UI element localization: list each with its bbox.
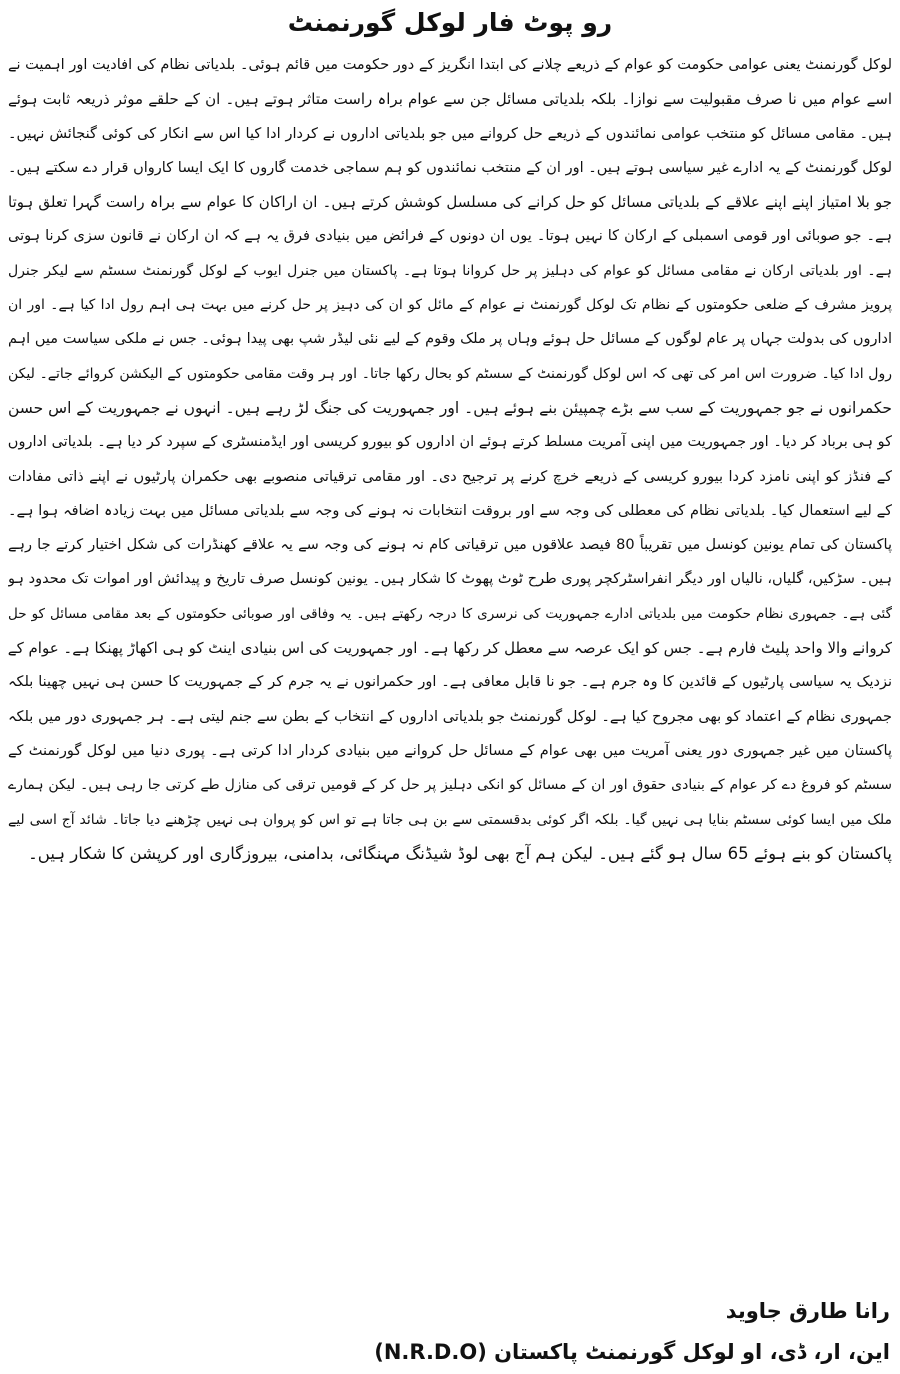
body-line: کروانے والا واحد پلیٹ فارم ہے۔ جس کو ایک عرصہ سے معطل کر رکھا ہے۔ اور جمہوریت کی اس بنیادی اینٹ کو ہی اکھاڑ پھنکا ہے۔ عوام کے: [8, 639, 892, 658]
article-title: رو پوٹ فار لوکل گورنمنٹ: [287, 8, 613, 37]
body-line: پاکستان کو بنے ہوئے 65 سال ہو گئے ہیں۔ لیکن ہم آج بھی لوڈ شیڈنگ مہنگائی، بدامنی، بیروزگاری اور کرپشن کا شکار ہیں۔: [28, 843, 892, 863]
body-line: اداروں کی بدولت جہاں پر عام لوگوں کے مسائل حل ہوئے وہاں پر ملک وقوم کے لیے نئی لیڈر شپ بھی پیدا ہوئی۔ جس نے ملکی سیاست میں اہم: [8, 331, 892, 348]
body-line: نزدیک یہ سیاسی پارٹیوں کے قائدین کا وہ جرم ہے۔ جو نا قابل معافی ہے۔ اور حکمرانوں نے یہ جرم کر کے جمہوریت کا حسن ہی نہیں چھینا بلکہ: [8, 674, 892, 691]
body-line: ہیں۔ سڑکیں، گلیاں، نالیاں اور دیگر انفراسٹرکچر پوری طرح ٹوٹ پھوٹ کا شکار ہیں۔ یونین کونسل صرف تاریخ و پیدائش اور اموات تک محدود ہو: [8, 571, 892, 588]
body-line: حکمرانوں نے جو جمہوریت کے سب سے بڑے چمپیئن بنے ہوئے ہیں۔ اور جمہوریت کی جنگ لڑ رہے ہیں۔ انہوں نے جمہوریت کے اس حسن: [8, 398, 892, 417]
body-line: پرویز مشرف کے ضلعی حکومتوں کے نظام تک لوکل گورنمنٹ نے عوام کے مائل کو ان کی دہیز پر حل کرنے میں بہت ہی اہم رول ادا کیا ہے۔ اور ان: [8, 297, 892, 314]
body-line: رول ادا کیا۔ ضرورت اس امر کی تھی کہ اس لوکل گورنمنٹ کے سسٹم کو بحال رکھا جاتا۔ اور ہر وقت مقامی حکومتوں کے الیکشن کروائے جاتے۔ لیکن: [8, 365, 892, 382]
body-line: لوکل گورنمنٹ یعنی عوامی حکومت کو عوام کے ذریعے چلانے کی ابتدا انگریز کے دور حکومت میں قائم ہوئی۔ بلدیاتی نظام کی افادیت اور اہمیت نے: [8, 57, 892, 73]
body-line: سسٹم کو فروغ دے کر عوام کے بنیادی حقوق اور ان کے مسائل کو انکی دہلیز پر حل کر کے قومیں ترقی کی منازل طے کرتی جا رہی ہیں۔ لیکن ہمارے: [8, 777, 892, 794]
body-line: ہے۔ اور بلدیاتی ارکان نے مقامی مسائل کو عوام کی دہلیز پر حل کروانا ہوتا ہے۔ پاکستان میں جنرل ایوب کے لوکل گورنمنٹ سسٹم سے لیکر جنرل: [8, 262, 892, 279]
body-line: گئی ہے۔ جمہوری نظام حکومت میں بلدیاتی ادارے جمہوریت کی نرسری کا درجہ رکھتے ہیں۔ یہ وفاقی اور صوبائی حکومتوں کے بعد مقامی مسائل کو حل: [8, 605, 892, 622]
body-line: لوکل گورنمنٹ کے یہ ادارے غیر سیاسی ہوتے ہیں۔ اور ان کے منتخب نمائندوں کو ہم سماجی خدمت گاروں کا ایک ایسا کارواں قرار دے سکتے ہیں۔: [8, 159, 892, 176]
body-line: پاکستان کی تمام یونین کونسل میں تقریباً 80 فیصد علاقوں میں ترقیاتی کام نہ ہونے کی وجہ سے یہ علاقے کھنڈرات کی شکل اختیار کرتے جا رہے: [8, 537, 892, 554]
body-line: ہے۔ جو صوبائی اور قومی اسمبلی کے ارکان کا نہیں ہوتا۔ یوں ان دونوں کے فرائض میں بنیادی فرق یہ ہے کہ ان ارکان نے قانون سزی کرنا ہوتی: [8, 228, 892, 245]
body-line: ہیں۔ مقامی مسائل کو منتخب عوامی نمائندوں کے ذریعے حل کروانے میں جو بلدیاتی اداروں نے کردار ادا کیا اس سے انکار کی کوئی گنجائش نہیں۔: [8, 125, 892, 142]
body-line: پاکستان میں غیر جمہوری دور یعنی آمریت میں بھی عوام کے مسائل حل کروانے میں بنیادی کردار ادا کرتی ہے۔ پوری دنیا میں لوکل گورنمنٹ کے: [8, 742, 892, 759]
body-line: کے لیے استعمال کیا۔ بلدیاتی نظام کی معطلی کی وجہ سے اور بروقت انتخابات نہ ہونے کی وجہ سے بلدیاتی مسائل میں بہت زیادہ اضافہ ہوا ہے۔: [8, 502, 892, 519]
body-line: جو بلا امتیاز اپنے اپنے علاقے کے بلدیاتی مسائل کو حل کرانے کی مسلسل کوشش کرتے ہیں۔ ان اراکان کا عوام سے براہ راست گہرا تعلق ہوتا: [8, 193, 892, 212]
body-line: کے فنڈز کو اپنی نامزد کردا بیورو کریسی کے ذریعے خرچ کرنے پر ترجیح دی۔ اور مقامی ترقیاتی منصوبے بھی حکمران پارٹیوں نے اپنے ذاتی مفادات: [8, 468, 892, 485]
body-line: ملک میں ایسا کوئی سسٹم بنایا ہی نہیں گیا۔ بلکہ اگر کوئی بدقسمتی سے بن ہی جاتا ہے تو اس کو پروان ہی نہیں چڑھنے دیا جاتا۔ شائد آج اسی لیے: [8, 811, 892, 828]
author-name: رانا طارق جاوید: [725, 1299, 890, 1323]
body-line: جمہوری نظام کے اعتماد کو بھی مجروح کیا ہے۔ لوکل گورنمنٹ جو بلدیاتی اداروں کے انتخاب کے بطن سے جنم لیتی ہے۔ ہر جمہوری دور میں بلکہ: [8, 708, 892, 725]
body-line: اسے عوام میں نا صرف مقبولیت سے نوازا۔ بلکہ بلدیاتی مسائل جن سے عوام براہ راست متاثر ہوتے ہیں۔ ان کے حلقے موثر ذریعہ ثابت ہوئے: [8, 90, 892, 109]
article-body: [8, 48, 892, 871]
body-line: کو ہی برباد کر دیا۔ اور جمہوریت میں اپنی آمریت مسلط کرتے ہوئے ان اداروں کو بیورو کریسی اور ایڈمنسٹری کے سپرد کر دیا ہے۔ بلدیاتی اداروں: [8, 434, 892, 451]
organization-line: این، ار، ڈی، او لوکل گورنمنٹ پاکستان (N.R.D.O): [374, 1340, 890, 1364]
